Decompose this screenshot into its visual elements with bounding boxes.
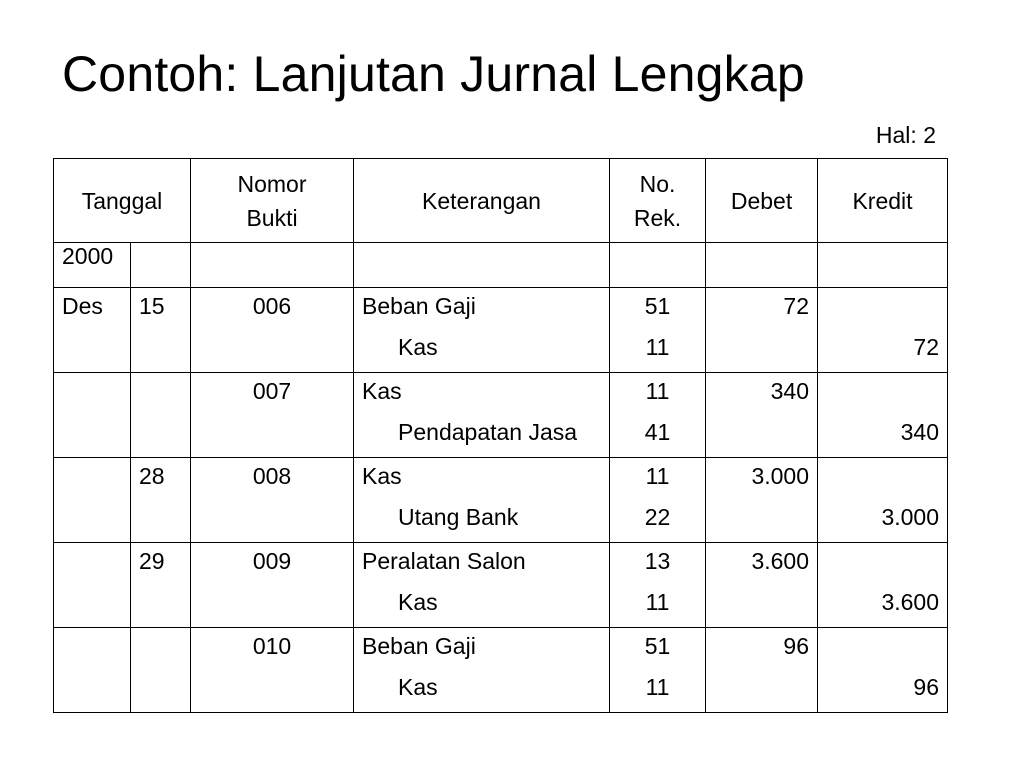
rek-cell: [610, 288, 706, 373]
credit-account: Utang Bank: [398, 504, 519, 530]
kredit-amount: 340: [900, 419, 940, 445]
credit-rek: 11: [645, 589, 670, 615]
day-cell: [131, 373, 191, 458]
empty-cell: [354, 243, 610, 288]
credit-account: Kas: [398, 674, 438, 700]
page-title: Contoh: Lanjutan Jurnal Lengkap: [62, 46, 805, 102]
rek-cell: [610, 628, 706, 713]
month-cell: [54, 458, 131, 543]
spacer: [826, 288, 939, 329]
rek-cell: [610, 373, 706, 458]
month-cell: [54, 373, 131, 458]
keterangan-cell: [354, 373, 610, 458]
table-row: [54, 373, 948, 458]
day-cell: [131, 543, 191, 628]
month-cell: [54, 628, 131, 713]
credit-account: Kas: [398, 334, 438, 360]
table-row: [54, 543, 948, 628]
day-text: [139, 373, 182, 414]
empty-cell: [610, 243, 706, 288]
credit-account: Pendapatan Jasa: [398, 419, 578, 445]
table-row: [54, 288, 948, 373]
credit-rek: 22: [644, 504, 671, 530]
kredit-amount: 3.000: [881, 504, 940, 530]
bukti-cell: [191, 543, 354, 628]
debet-amount: 3.600: [751, 548, 810, 574]
rek-cell: [610, 543, 706, 628]
header-kredit: Kredit: [818, 159, 948, 243]
debet-amount: 3.000: [751, 463, 810, 489]
bukti-cell: [191, 288, 354, 373]
credit-rek: 41: [644, 419, 671, 445]
header-no-rek-line-1: No.: [639, 170, 676, 197]
bukti-text: 007: [252, 378, 292, 404]
spacer: [826, 543, 939, 584]
header-no-rek: [610, 159, 706, 243]
kredit-cell: [818, 458, 948, 543]
month-cell: [54, 543, 131, 628]
bukti-text: 008: [252, 463, 292, 489]
debet-cell: [706, 458, 818, 543]
debet-cell: [706, 373, 818, 458]
kredit-amount: 72: [913, 334, 940, 360]
debet-amount: 96: [783, 633, 810, 659]
page-number: Hal: 2: [875, 122, 936, 148]
debet-amount: 72: [783, 293, 810, 319]
header-keterangan: Keterangan: [354, 159, 610, 243]
kredit-cell: [818, 288, 948, 373]
table-row: [54, 628, 948, 713]
day-text: 29: [139, 548, 165, 574]
spacer: [826, 458, 939, 499]
credit-rek: 11: [645, 334, 670, 360]
kredit-cell: [818, 543, 948, 628]
day-text: 28: [139, 463, 165, 489]
debet-amount: 340: [770, 378, 810, 404]
header-tanggal: Tanggal: [54, 159, 191, 243]
empty-cell: [818, 243, 948, 288]
empty-cell: [706, 243, 818, 288]
kredit-cell: [818, 373, 948, 458]
day-cell: [131, 288, 191, 373]
day-text: [139, 628, 182, 669]
bukti-text: 006: [252, 293, 292, 319]
day-text: 15: [139, 293, 165, 319]
year-cell: 2000: [54, 243, 131, 288]
spacer: [826, 628, 939, 669]
bukti-cell: [191, 458, 354, 543]
spacer: [826, 373, 939, 414]
table-header-row: [54, 159, 948, 243]
debit-rek: 51: [644, 293, 671, 319]
debit-account: Kas: [362, 463, 402, 489]
debit-rek: 11: [645, 378, 670, 404]
debit-account: Beban Gaji: [362, 633, 476, 659]
credit-account: Kas: [398, 589, 438, 615]
month-cell: [54, 288, 131, 373]
header-nomor-bukti-line-2: Bukti: [246, 204, 298, 231]
rek-cell: [610, 458, 706, 543]
debit-account: Kas: [362, 378, 402, 404]
credit-rek: 11: [645, 674, 670, 700]
debit-rek: 51: [644, 633, 671, 659]
header-nomor-bukti-line-1: Nomor: [237, 170, 307, 197]
journal-table: [53, 158, 948, 713]
empty-cell: [131, 243, 191, 288]
header-nomor-bukti: [191, 159, 354, 243]
keterangan-cell: [354, 543, 610, 628]
month-text: [62, 373, 122, 414]
keterangan-cell: [354, 628, 610, 713]
month-text: Des: [62, 293, 103, 319]
bukti-text: 010: [252, 633, 292, 659]
kredit-cell: [818, 628, 948, 713]
keterangan-cell: [354, 458, 610, 543]
month-text: [62, 628, 122, 669]
month-text: [62, 543, 122, 584]
debet-cell: [706, 628, 818, 713]
bukti-cell: [191, 373, 354, 458]
kredit-amount: 96: [913, 674, 940, 700]
kredit-amount: 3.600: [881, 589, 940, 615]
debit-rek: 13: [644, 548, 671, 574]
day-cell: [131, 628, 191, 713]
debet-cell: [706, 543, 818, 628]
month-text: [62, 458, 122, 499]
debit-account: Beban Gaji: [362, 293, 476, 319]
table-row: [54, 458, 948, 543]
bukti-text: 009: [252, 548, 292, 574]
debet-cell: [706, 288, 818, 373]
empty-cell: [191, 243, 354, 288]
bukti-cell: [191, 628, 354, 713]
debit-rek: 11: [645, 463, 670, 489]
year-row: [54, 243, 948, 288]
keterangan-cell: [354, 288, 610, 373]
header-debet: Debet: [706, 159, 818, 243]
header-no-rek-line-2: Rek.: [633, 204, 682, 231]
day-cell: [131, 458, 191, 543]
debit-account: Peralatan Salon: [362, 548, 526, 574]
